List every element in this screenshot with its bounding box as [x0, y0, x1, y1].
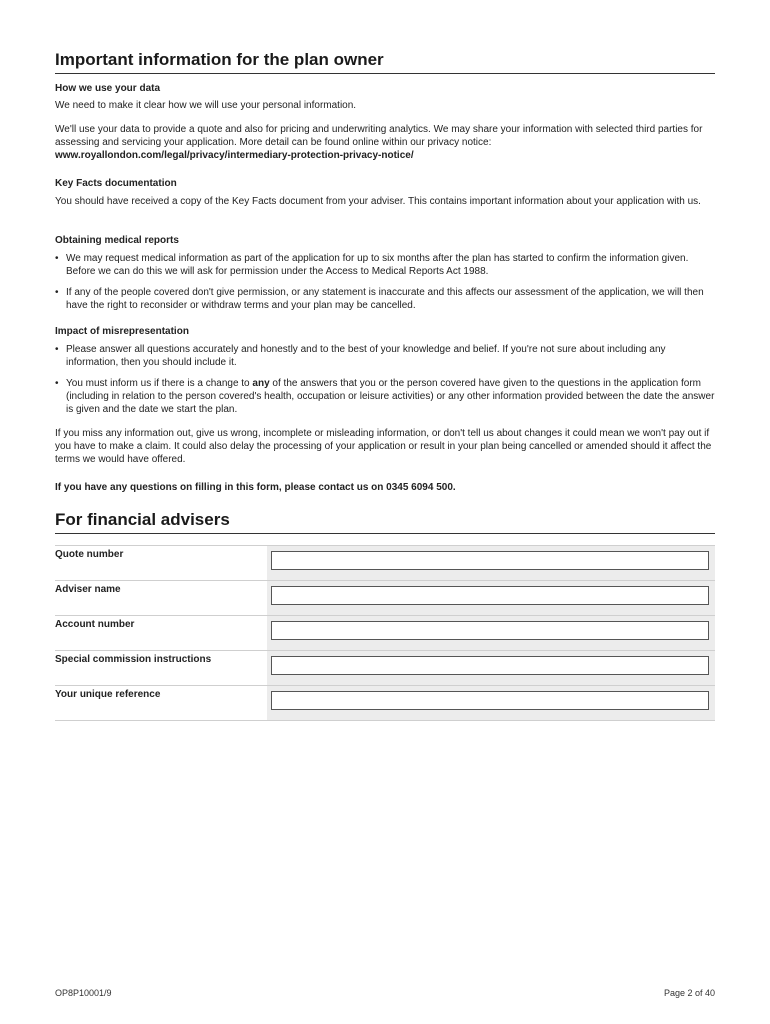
unique-reference-label: Your unique reference	[55, 689, 161, 700]
contact-line: If you have any questions on filling in this form, please contact us on 0345 6094 500.	[55, 482, 456, 493]
privacy-notice-link[interactable]: www.royallondon.com/legal/privacy/intermediary-protection-privacy-notice/	[55, 150, 414, 161]
medical-reports-list	[55, 252, 715, 320]
form-row-unique-reference	[55, 685, 715, 721]
account-number-label: Account number	[55, 619, 135, 630]
quote-number-input[interactable]	[271, 551, 709, 570]
form-row-special-commission	[55, 650, 715, 685]
list-item: • We may request medical information as part of the application for up to six months after the plan has started to confirm the information given. Before we can do this we will ask for permission under the Access to Medical Reports Act 1988.	[55, 253, 689, 277]
plan-owner-section-title: Important information for the plan owner	[55, 50, 715, 74]
unique-reference-input[interactable]	[271, 691, 709, 710]
data-usage-heading: How we use your data	[55, 83, 161, 94]
form-row-account-number	[55, 615, 715, 650]
page-number: Page 2 of 40	[663, 988, 715, 998]
form-row-quote-number	[55, 545, 715, 580]
medical-reports-heading: Obtaining medical reports	[55, 235, 179, 246]
list-item: • You must inform us if there is a change to any of the answers that you or the person covered have given to the questions in the application form (including in relation to the person covered's health, occupation or leisure activities) or any other information provided between the date the answer is given and the date we start the plan.	[55, 378, 715, 415]
misrepresentation-list	[55, 343, 715, 424]
quote-number-label: Quote number	[55, 549, 124, 560]
special-commission-input[interactable]	[271, 656, 709, 675]
special-commission-label: Special commission instructions	[55, 654, 212, 665]
key-facts-heading: Key Facts documentation	[55, 178, 177, 189]
form-row-adviser-name	[55, 580, 715, 615]
data-usage-intro: We need to make it clear how we will use your personal information.	[55, 100, 357, 111]
key-facts-paragraph: You should have received a copy of the Key Facts document from your adviser. This contains important information about your application with us.	[55, 196, 701, 207]
account-number-input[interactable]	[271, 621, 709, 640]
financial-advisers-section-title: For financial advisers	[55, 510, 715, 534]
adviser-form	[55, 545, 715, 721]
data-usage-text: We'll use your data to provide a quote and also for pricing and underwriting analytics. We may share your information with selected third parties for assessing and servicing your application. More detail can be found online within our privacy notice:	[55, 124, 703, 148]
misrepresentation-paragraph: If you miss any information out, give us wrong, incomplete or misleading information, or don't tell us about changes it could mean we won't pay out if you have to make a claim. It could also delay the processing of your application or result in your plan being cancelled or amended should it affect the terms we would have offered.	[55, 428, 712, 465]
document-code: OP8P10001/9	[55, 988, 112, 998]
adviser-name-input[interactable]	[271, 586, 709, 605]
adviser-name-label: Adviser name	[55, 584, 121, 595]
misrepresentation-heading: Impact of misrepresentation	[55, 326, 189, 337]
data-usage-paragraph	[55, 123, 715, 162]
list-item: • If any of the people covered don't give permission, or any statement is inaccurate and this affects our assessment of the application, we will then have the right to reconsider or withdraw terms and your plan may be cancelled.	[55, 287, 704, 311]
list-item: • Please answer all questions accurately and honestly and to the best of your knowledge and belief. If you're not sure about including any information, then you should include it.	[55, 344, 666, 368]
